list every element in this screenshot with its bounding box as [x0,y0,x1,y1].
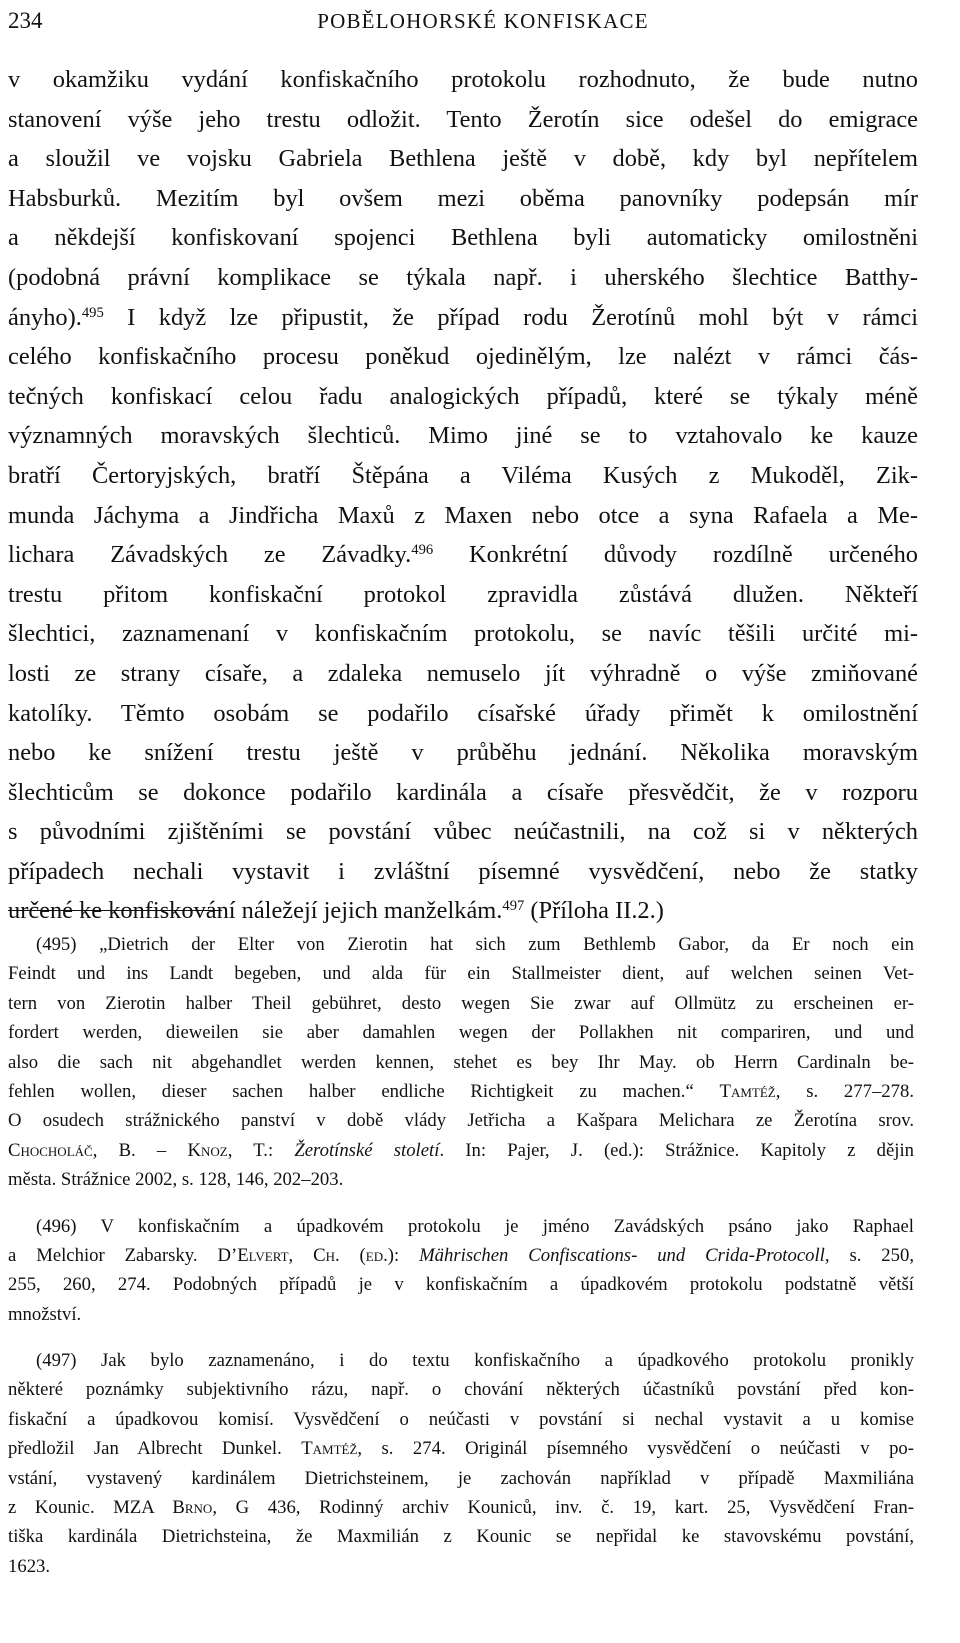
citation-pre: předložil Jan Albrecht Dunkel. [8,1438,302,1460]
body-line [8,535,918,575]
footnote-line: (496) V konfiskačním a úpadkovém protokolu je jméno Zavádských psáno jako Raphael [36,1215,914,1237]
footnote-line: fordert werden, dieweilen sie aber damahlen wegen der Pollakhen nit compariren, und und [8,1022,914,1044]
footnote-495 [8,930,914,1195]
body-line: Habsburků. Mezitím byl ovšem mezi oběma panovníky podepsán mír [8,184,918,212]
body-line: munda Jáchyma a Jindřicha Maxů z Maxen nebo otce a syna Rafaela a Me- [8,501,918,529]
running-head: POBĚLOHORSKÉ KONFISKACE [317,9,649,33]
body-line: (podobná právní komplikace se týkala např. i uherského šlechtice Batthy- [8,263,918,291]
citation-separator: , B. – [92,1139,188,1161]
body-line: šlechtici, zaznamenaní v konfiskačním protokolu, se navíc těšili určité mi- [8,620,918,648]
quote-text: fehlen wollen, dieser sachen halber endliche Richtigkeit zu machen.“ [8,1080,694,1102]
footnote-line: tern von Zierotin halber Theil gebühret, desto wegen Sie zwar auf Ollmütz zu erscheinen er- [8,992,914,1014]
body-line: v okamžiku vydání konfiskačního protokolu rozhodnuto, že bude nutno [8,66,918,93]
body-text: (Příloha II.2.) [524,897,664,925]
body-text: určené ke konfiskování náležejí jejich manželkám. [8,897,503,925]
body-line: nebo ke snížení trestu ještě v průběhu jednání. Několika moravským [8,739,918,767]
body-line: s původními zjištěními se povstání vůbec neúčastnili, na což si v některých [8,818,918,846]
body-line: celého konfiskačního procesu poněkud ojedinělým, lze nalézt v rámci čás- [8,343,918,371]
citation-author: Knoz [187,1139,228,1161]
body-line [8,298,918,338]
footnote-line: (497) Jak bylo zaznamenáno, i do textu konfiskačního a úpadkového protokolu pronikly [36,1350,914,1372]
body-line: bratří Čertoryjských, bratří Štěpána a Viléma Kusých z Mukoděl, Zik- [8,461,918,489]
footnote-line: O osudech strážnického panství v době vlády Jetřicha a Kašpara Melichara ze Žerotína srov. [8,1110,914,1132]
citation-author: Chocholáč [8,1139,93,1161]
body-line: a sloužil ve vojsku Gabriela Bethlena ještě v době, kdy byl nepřítelem [8,145,918,173]
footnote-separator [8,910,222,911]
body-line: tečných konfiskací celou řadu analogických případů, které se týkaly méně [8,382,918,410]
footnote-line: 1623. [8,1555,51,1577]
archive-city: Brno [172,1497,213,1519]
footnote-line: 255, 260, 274. Podobných případů je v konfiskačním a úpadkovém protokolu podstatně větší [8,1274,914,1296]
footnote-line: některé poznámky subjektivního rázu, např. o chování některých účastníků povstání před kon- [8,1379,914,1401]
citation-pre: z Kounic. MZA [8,1497,173,1519]
footnote-497 [8,1346,914,1581]
footnote-line: vstání, vystavený kardinálem Dietrichsteinem, je zachován například v případě Maxmiliána [8,1467,914,1489]
body-text: ányho). [8,303,82,331]
footnote-line [8,1136,914,1165]
footnote-line: also die sach nit abgehandlet werden kennen, stehet es bey Ihr May. ob Herrn Cardinaln be- [8,1051,914,1073]
footnote-line: fiskační a úpadkovou komisí. Vysvědčení o neúčasti v povstání si nechal vystavit a u komise [8,1408,914,1430]
footnote-line [8,1241,914,1270]
footnote-ref[interactable]: 495 [81,304,104,321]
footnote-line [8,1434,914,1463]
footnote-line: tiška kardinála Dietrichsteina, že Maxmilián z Kounic se nepřidal ke stavovskému povstání, [8,1526,914,1548]
main-text [8,60,918,931]
citation-pages: , s. 277–278. [775,1080,914,1102]
citation-pages: , s. 250, [824,1244,914,1266]
footnotes [8,930,914,1598]
citation-author: D’Elvert, Ch. (ed.) [217,1244,394,1266]
page-number: 234 [8,8,43,33]
body-text: lichara Závadských ze Závadky. [8,541,412,569]
footnote-line: Feindt und ins Landt begeben, und alda für ein Stallmeister dient, auf welchen seinen Vet- [8,963,914,985]
citation-tail: , G 436, Rodinný archiv Kouniců, inv. č. 19, kart. 25, Vysvědčení Fran- [212,1497,914,1519]
body-line: stanovení výše jeho trestu odložit. Tento Žerotín sice odešel do emigrace [8,105,918,133]
citation-separator: : [394,1244,420,1266]
body-text: I když lze připustit, že případ rodu Žerotínů mohl být v rámci [103,303,918,331]
page-header [8,4,940,44]
citation-author: Tamtéž [301,1438,358,1460]
footnote-line: množství. [8,1303,82,1325]
citation-pre: a Melchior Zabarsky. [8,1244,218,1266]
citation-separator: , T.: [227,1139,295,1161]
body-line: a někdejší konfiskovaní spojenci Bethlena byli automaticky omilostněni [8,224,918,252]
footnote-line [8,1077,914,1106]
body-line: trestu přitom konfiskační protokol zpravidla zůstává dlužen. Někteří [8,580,918,608]
body-line [8,891,918,931]
body-line: šlechticům se dokonce podařilo kardinála a císaře přesvědčit, že v rozporu [8,778,918,806]
body-text: Konkrétní důvody rozdílně určeného [433,541,918,569]
citation-title: Žerotínské století [294,1139,440,1161]
footnote-line: (495) „Dietrich der Elter von Zierotin hat sich zum Bethlemb Gabor, da Er noch ein [36,934,914,955]
footnote-ref[interactable]: 497 [502,898,525,915]
footnote-line [8,1493,914,1522]
body-line: případech nechali vystavit i zvláštní písemné vysvědčení, nebo že statky [8,857,918,885]
citation-tail: . In: Pajer, J. (ed.): Strážnice. Kapitoly z dějin [439,1139,914,1161]
body-line: losti ze strany císaře, a zdaleka nemuselo jít výhradně o výše zmiňované [8,659,918,687]
body-line: katolíky. Těmto osobám se podařilo císařské úřady přimět k omilostnění [8,699,918,727]
body-line: významných moravských šlechticů. Mimo jiné se to vztahovalo ke kauze [8,422,918,450]
citation-author: Tamtéž [719,1080,776,1102]
footnote-line: města. Strážnice 2002, s. 128, 146, 202–203. [8,1169,344,1191]
footnote-496 [8,1212,914,1330]
footnote-ref[interactable]: 496 [411,542,434,559]
citation-tail: , s. 274. Originál písemného vysvědčení o neúčasti v po- [357,1438,914,1460]
citation-title: Mährischen Confiscations- und Crida-Protocoll [419,1244,825,1266]
